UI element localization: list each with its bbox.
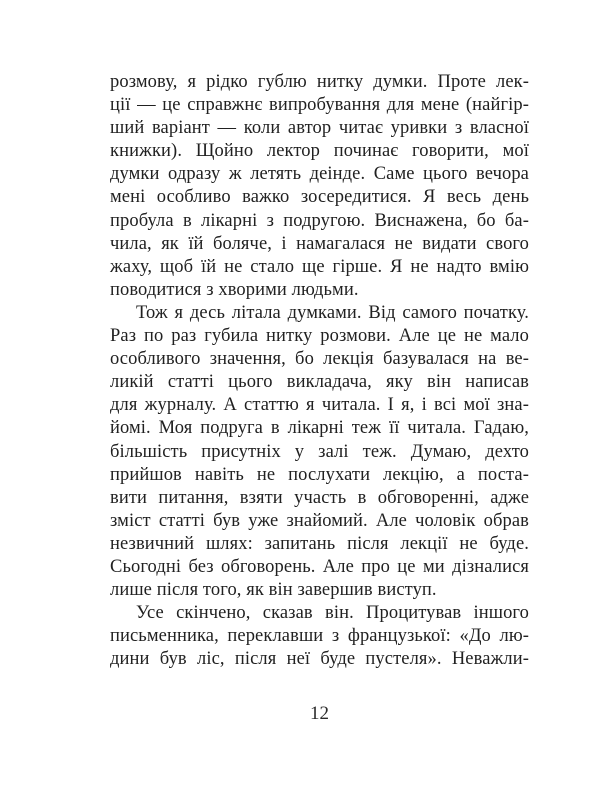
text-line: більшість присутніх у залі теж. Думаю, дехто (110, 441, 529, 462)
text-line: Раз по раз губила нитку розмови. Але це не мало (110, 326, 529, 347)
text-line: жаху, щоб їй не стало ще гірше. Я не надто вмію (110, 256, 529, 277)
text-line-paragraph-start: Тож я десь літала думками. Від самого початку. (136, 302, 529, 323)
text-line: для журналу. А статтю я читала. І я, і всі мої зна- (110, 395, 529, 416)
text-line: зміст статті був уже знайомий. Але чоловік обрав (110, 510, 529, 531)
text-line: незвичний шлях: запитань після лекції не буде. (110, 533, 529, 554)
text-line: розмову, я рідко гублю нитку думки. Проте лек- (110, 72, 529, 92)
text-line: ції — це справжнє випробування для мене (найгір- (110, 95, 529, 116)
text-line-paragraph-end: лише після того, як він завершив виступ. (110, 580, 437, 601)
text-line: йомі. Моя подруга в лікарні теж її читала. Гадаю, (110, 418, 529, 439)
text-line: вити питання, взяти участь в обговоренні, адже (110, 487, 529, 508)
text-line: Сьогодні без обговорень. Але про це ми дізналися (110, 556, 529, 577)
text-line: ликій статті цього викладача, яку він написав (110, 372, 529, 393)
text-line: дини був ліс, після неї буде пустеля». Неважли- (110, 649, 529, 670)
text-line: прийшов навіть не послухати лекцію, а поста- (110, 464, 529, 485)
text-line: думки одразу ж летять деінде. Саме цього вечора (110, 164, 529, 185)
text-line: письменника, переклавши з французької: «До лю- (110, 626, 529, 647)
text-line: книжки). Щойно лектор починає говорити, мої (110, 141, 529, 162)
text-line: мені особливо важко зосередитися. Я весь день (110, 187, 529, 208)
text-line-paragraph-end: поводитися з хворими людьми. (110, 279, 359, 300)
text-line: особливого значення, бо лекція базувалася на ве- (110, 349, 529, 370)
text-line: ший варіант — коли автор читає уривки з власної (110, 118, 529, 139)
page-text (110, 71, 529, 671)
text-line: пробула в лікарні з подругою. Виснажена, бо ба- (110, 210, 529, 231)
text-line-paragraph-start: Усе скінчено, сказав він. Процитував іншого (136, 603, 529, 624)
text-line: чила, як їй боляче, і намагалася не видати свого (110, 233, 529, 254)
page-number: 12 (310, 703, 329, 724)
